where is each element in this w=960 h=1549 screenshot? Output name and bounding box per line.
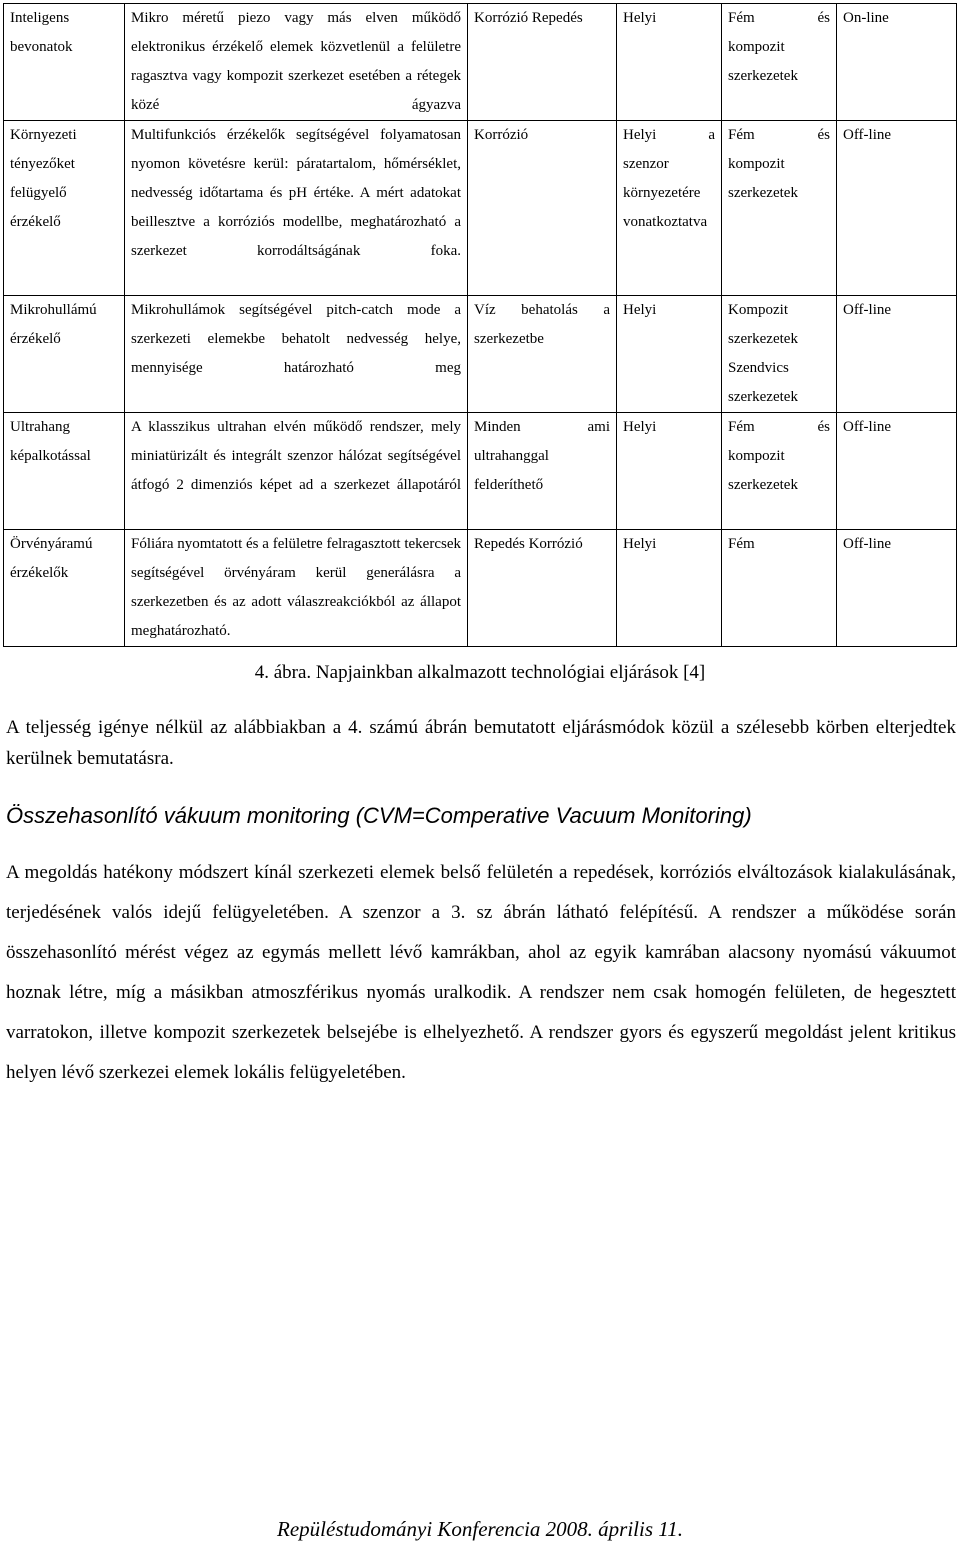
damage-type-cell: Minden ami ultrahanggal felderíthető (468, 413, 617, 530)
table-row (4, 296, 957, 413)
damage-type-cell: Korrózió (468, 121, 617, 296)
mode-cell: Off-line (837, 530, 957, 647)
figure-caption: 4. ábra. Napjainkban alkalmazott technológiai eljárások [4] (254, 662, 706, 683)
structure-cell: Kompozit szerkezetek Szendvics szerkezetek (722, 296, 837, 413)
description-cell: A klasszikus ultrahan elvén működő rendszer, mely miniatürizált és integrált szenzor hálózat segítségével átfogó 2 dimenziós képet ad a szerkezet állapotáról (125, 413, 468, 530)
description-cell: Multifunkciós érzékelők segítségével folyamatosan nyomon követésre kerül: páratartalom, hőmérséklet, nedvesség időtartama és pH értéke. A mért adatokat beillesztve a korróziós modellbe, meghatározható a szerkezet korrodáltságának foka. (125, 121, 468, 296)
method-cell: Inteligens bevonatok (4, 4, 125, 121)
mode-cell: On-line (837, 4, 957, 121)
table-row (4, 121, 957, 296)
description-cell: Fóliára nyomtatott és a felületre felragasztott tekercsek segítségével örvényáram kerül generálásra a szerkezetben és az adott válaszreakciókból az állapot meghatározható. (125, 530, 468, 647)
method-cell: Mikrohullámú érzékelő (4, 296, 125, 413)
description-cell: Mikrohullámok segítségével pitch-catch mode a szerkezeti elemekbe behatolt nedvesség helye, mennyisége határozható meg (125, 296, 468, 413)
scope-cell: Helyi (617, 413, 722, 530)
structure-cell: Fém és kompozit szerkezetek (722, 4, 837, 121)
mode-cell: Off-line (837, 296, 957, 413)
mode-cell: Off-line (837, 121, 957, 296)
scope-cell: Helyi (617, 4, 722, 121)
technology-table (3, 3, 957, 647)
method-cell: Ultrahang képalkotással (4, 413, 125, 530)
scope-cell: Helyi (617, 296, 722, 413)
mode-cell: Off-line (837, 413, 957, 530)
section-heading: Összehasonlító vákuum monitoring (CVM=Comperative Vacuum Monitoring) (6, 803, 752, 828)
structure-cell: Fém (722, 530, 837, 647)
scope-cell: Helyi a szenzor környezetére vonatkoztatva (617, 121, 722, 296)
scope-cell: Helyi (617, 530, 722, 647)
description-cell: Mikro méretű piezo vagy más elven működő elektronikus érzékelő elemek közvetlenül a felületre ragasztva vagy kompozit szerkezet esetében a rétegek közé ágyazva (125, 4, 468, 121)
page-footer: Repüléstudományi Konferencia 2008. április 11. (277, 1517, 683, 1541)
damage-type-cell: Víz behatolás a szerkezetbe (468, 296, 617, 413)
table-row (4, 413, 957, 530)
damage-type-cell: Korrózió Repedés (468, 4, 617, 121)
intro-paragraph: A teljesség igénye nélkül az alábbiakban a 4. számú ábrán bemutatott eljárásmódok közül a szélesebb körben elterjedtek kerülnek bemutatásra. (6, 717, 956, 769)
structure-cell: Fém és kompozit szerkezetek (722, 121, 837, 296)
method-cell: Örvényáramú érzékelők (4, 530, 125, 647)
damage-type-cell: Repedés Korrózió (468, 530, 617, 647)
method-cell: Környezeti tényezőket felügyelő érzékelő (4, 121, 125, 296)
body-paragraph: A megoldás hatékony módszert kínál szerkezeti elemek belső felületén a repedések, korróziós elváltozások kialakulásának, terjedésének valós idejű felügyeletében. A szenzor a 3. sz ábrán látható felépítésű. A rendszer a működése során összehasonlító mérést végez az egymás mellett lévő kamrákban, ahol az egyik kamrában alacsony nyomású vákuumot hoznak létre, míg a másikban atmoszférikus nyomás uralkodik. A rendszer nem csak homogén felületen, de hegesztett varratokon, illetve kompozit szerkezetek belsejébe is elhelyezhető. A rendszer gyors és egyszerű megoldást jelent kritikus helyen lévő szerkezei elemek lokális felügyeletében. (6, 862, 956, 1083)
table-row (4, 4, 957, 121)
table-row (4, 530, 957, 647)
structure-cell: Fém és kompozit szerkezetek (722, 413, 837, 530)
